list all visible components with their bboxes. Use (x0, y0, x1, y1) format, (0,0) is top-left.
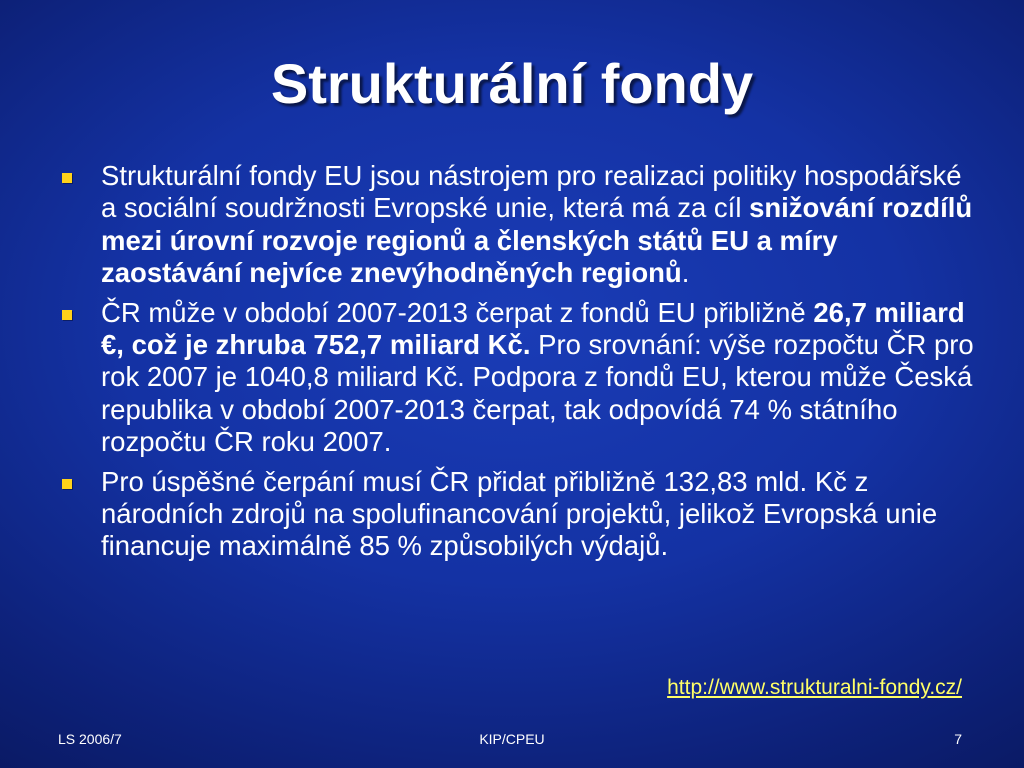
bullet-text: Pro úspěšné čerpání musí ČR přidat přibližně 132,83 mld. Kč z národních zdrojů na spolufinancování projektů, jelikož Evropská unie financuje maximálně 85 % způsobilých výdajů. (101, 465, 938, 562)
bullet-text: ČR může v období 2007-2013 čerpat z fondů EU přibližně (101, 296, 814, 328)
square-bullet-icon (62, 173, 72, 183)
bullet-text: Strukturální fondy EU jsou nástrojem pro realizaci politiky hospodářské a sociální soudržnosti Evropské unie, která má za cíl (101, 160, 962, 224)
bullet-emphasis: 26,7 miliard €, což je zhruba 752,7 miliard Kč. (101, 296, 965, 361)
footer-center: KIP/CPEU (479, 731, 545, 747)
bullet-text: Pro srovnání: výše rozpočtu ČR pro rok 2007 je 1040,8 miliard Kč. Podpora z fondů EU, kterou může Česká republika v období 2007-2013 čerpat, tak odpovídá 74 % státního rozpočtu ČR roku 2007. (101, 329, 974, 458)
bullet-item (60, 466, 980, 563)
source-link[interactable]: http://www.strukturalni-fondy.cz/ (667, 676, 962, 699)
bullet-item (60, 160, 980, 290)
square-bullet-icon (62, 310, 72, 320)
bullet-item (60, 297, 980, 459)
slide-number: 7 (954, 731, 962, 747)
bullet-list (60, 160, 980, 570)
bullet-emphasis: snižování rozdílů mezi úrovní rozvoje regionů a členských států EU a míry zaostávání nejvíce znevýhodněných regionů (101, 192, 973, 289)
slide-title: Strukturální fondy (270, 52, 754, 115)
square-bullet-icon (62, 479, 72, 489)
footer-left: LS 2006/7 (58, 731, 122, 747)
bullet-text: . (681, 257, 690, 289)
